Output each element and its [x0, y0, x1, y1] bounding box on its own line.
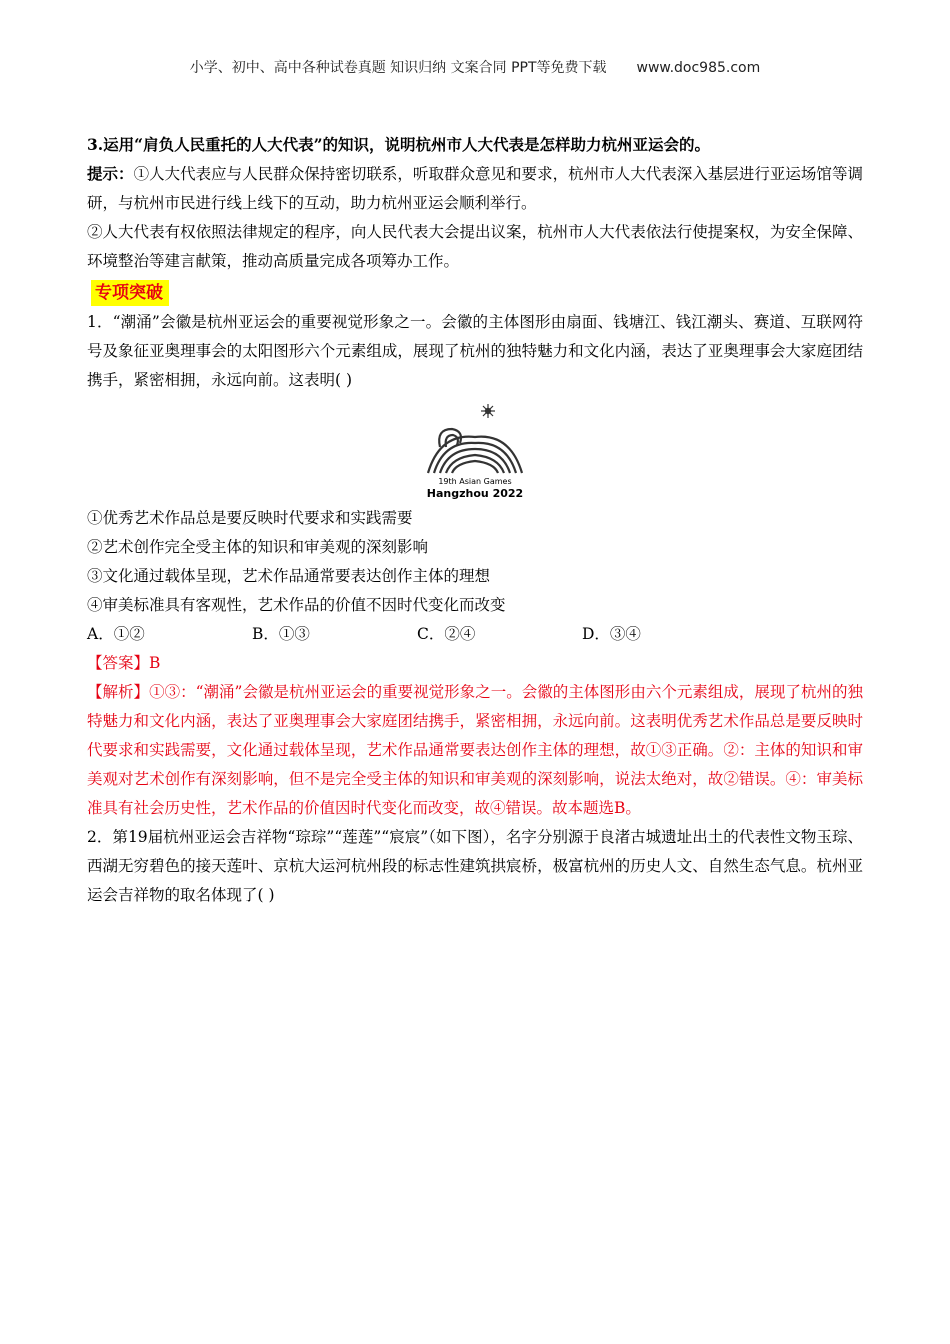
header-site: www.doc985.com	[636, 60, 761, 76]
q1-item-4: ④审美标准具有客观性，艺术作品的价值不因时代变化而改变	[87, 596, 506, 614]
document-body	[87, 130, 863, 910]
logo-line-1: 19th Asian Games	[438, 477, 512, 486]
answer-value: B	[149, 654, 161, 672]
option-c: C．②④	[417, 625, 476, 643]
q1-item-3: ③文化通过载体呈现，艺术作品通常要表达创作主体的理想	[87, 567, 491, 585]
logo-line-2: Hangzhou 2022	[426, 487, 524, 500]
q3-hint-2: ②人大代表有权依照法律规定的程序，向人民代表大会提出议案，杭州市人大代表依法行使提案权，为安全保障、环境整治等建言献策，推动高质量完成各项筹办工作。	[87, 223, 863, 270]
option-d: D．③④	[582, 625, 641, 643]
q1-stem: 1．“潮涌”会徽是杭州亚运会的重要视觉形象之一。会徽的主体图形由扇面、钱塘江、钱江潮头、赛道、互联网符号及象征亚奥理事会的太阳图形六个元素组成，展现了杭州的独特魅力和文化内涵，表达了亚奥理事会大家庭团结携手，紧密相拥，永远向前。这表明( )	[87, 313, 863, 389]
q3-hint-1	[87, 159, 863, 218]
header-text: 小学、初中、高中各种试卷真题 知识归纳 文案合同 PPT等免费下载	[189, 60, 607, 76]
asian-games-logo	[420, 403, 530, 500]
q1-options	[87, 620, 863, 649]
q1-item-2: ②艺术创作完全受主体的知识和审美观的深刻影响	[87, 538, 429, 556]
q2-stem: 2．第19届杭州亚运会吉祥物“琮琮”“莲莲”“宸宸”（如下图），名字分别源于良渚古城遗址出土的代表性文物玉琮、西湖无穷碧色的接天莲叶、京杭大运河杭州段的标志性建筑拱宸桥，极富杭州的历史人文、自然生态气息。杭州亚运会吉祥物的取名体现了( )	[87, 828, 863, 904]
analysis-label: 【解析】	[87, 683, 150, 701]
q3-hint-label: 提示：	[87, 164, 134, 183]
analysis-text: ①③：“潮涌”会徽是杭州亚运会的重要视觉形象之一。会徽的主体图形由六个元素组成，展现了杭州的独特魅力和文化内涵，表达了亚奥理事会大家庭团结携手，紧密相拥，永远向前。这表明优秀艺术作品总是要反映时代要求和实践需要，文化通过载体呈现，艺术作品通常要表达创作主体的理想，故①③正确。②：主体的知识和审美观对艺术创作有深刻影响，但不是完全受主体的知识和审美观的深刻影响，说法太绝对，故②错误。④：审美标准具有社会历史性，艺术作品的价值因时代变化而改变，故④错误。故本题选B。	[87, 683, 863, 817]
answer-label: 【答案】	[87, 654, 150, 672]
q1-item-1: ①优秀艺术作品总是要反映时代要求和实践需要	[87, 509, 413, 527]
emblem-icon	[420, 403, 530, 477]
page-header	[0, 57, 950, 77]
q3-title: 3.运用“肩负人民重托的人大代表”的知识，说明杭州市人大代表是怎样助力杭州亚运会的。	[87, 135, 711, 154]
option-b: B．①③	[252, 625, 310, 643]
section-badge: 专项突破	[91, 280, 169, 306]
option-a: A．①②	[87, 625, 145, 643]
q1-analysis	[87, 678, 863, 823]
q3-hint-1-text: ①人大代表应与人民群众保持密切联系，听取群众意见和要求，杭州市人大代表深入基层进行亚运场馆等调研，与杭州市民进行线上线下的互动，助力杭州亚运会顺利举行。	[87, 165, 863, 212]
q1-answer	[87, 649, 863, 678]
